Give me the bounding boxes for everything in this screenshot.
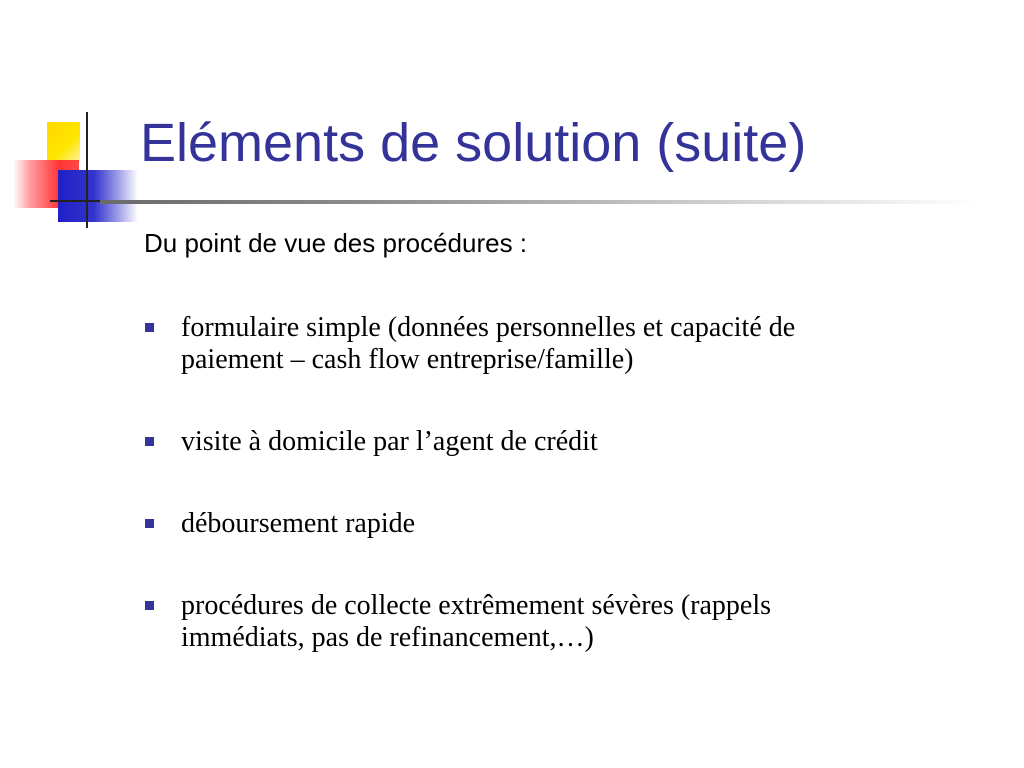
logo-blue-square <box>58 170 138 222</box>
bullet-item <box>144 312 964 376</box>
slide-subtitle: Du point de vue des procédures : <box>144 228 528 258</box>
square-bullet-icon <box>145 519 154 528</box>
slide-title: Eléments de solution (suite) <box>140 113 807 173</box>
bullet-item <box>144 508 964 540</box>
bullet-list <box>144 312 964 654</box>
bullet-item <box>144 590 964 654</box>
title-divider <box>100 200 980 204</box>
logo-vertical-line <box>86 112 88 228</box>
bullet-text-line: paiement – cash flow entreprise/famille) <box>181 344 634 375</box>
square-bullet-icon <box>145 323 154 332</box>
decorative-logo <box>0 0 160 240</box>
bullet-text-line: formulaire simple (données personnelles et capacité de <box>181 312 796 343</box>
square-bullet-icon <box>145 601 154 610</box>
logo-yellow-square <box>47 122 80 162</box>
bullet-text-line: immédiats, pas de refinancement,…) <box>181 622 594 653</box>
square-bullet-icon <box>145 437 154 446</box>
bullet-text-line: déboursement rapide <box>181 508 416 539</box>
bullet-item <box>144 426 964 458</box>
bullet-text-line: visite à domicile par l’agent de crédit <box>181 426 598 457</box>
bullet-text-line: procédures de collecte extrêmement sévères (rappels <box>181 590 772 621</box>
